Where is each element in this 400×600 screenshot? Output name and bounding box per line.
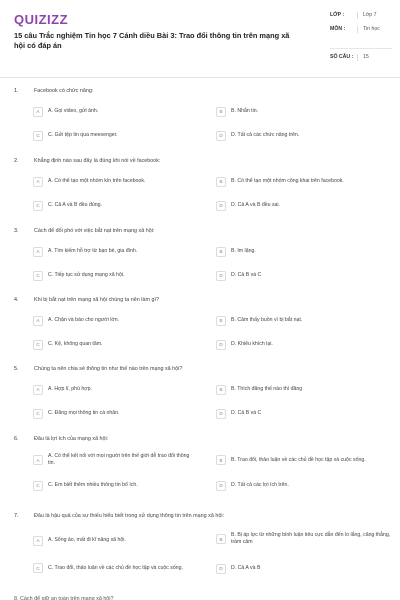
worksheet-header: [0, 0, 400, 78]
option-letter: C: [33, 340, 43, 350]
question-text: Chúng ta nên chia sẻ thông tin như thế nào trên mạng xã hội?: [34, 366, 183, 372]
option-letter: C: [33, 563, 43, 573]
next-question-cut: 8. Cách để giữ an toàn trên mạng xã hội?: [14, 596, 114, 600]
option-letter: D: [216, 131, 226, 141]
option-text: B. Bị áp lực từ những bình luận tiêu cực dẫn đến lo lắng, căng thẳng, trầm cảm: [231, 532, 391, 545]
question-header: [14, 158, 160, 164]
question-text: Đâu là hậu quả của sự thiếu hiểu biết trong sử dụng thông tin trên mạng xã hội:: [34, 513, 225, 519]
option-d[interactable]: [216, 479, 391, 492]
option-letter: A: [33, 177, 43, 187]
option-letter: C: [33, 481, 43, 491]
option-text: C. Đăng mọi thông tin cá nhân.: [48, 410, 120, 417]
meta-subject-row: [330, 26, 392, 48]
option-letter: A: [33, 385, 43, 395]
option-b[interactable]: [216, 452, 391, 468]
option-letter: D: [216, 201, 226, 211]
option-c[interactable]: [33, 129, 193, 142]
option-b[interactable]: [216, 531, 391, 547]
meta-count-value: 15: [357, 54, 392, 61]
option-d[interactable]: [216, 199, 391, 212]
option-text: C. Em biết thêm nhiều thông tin bổ ích.: [48, 482, 138, 489]
option-b[interactable]: [216, 105, 391, 118]
option-text: A. Có thể kết nối với mọi người trên thế giới dễ trao đổi thông tin.: [48, 453, 190, 466]
option-b[interactable]: [216, 175, 391, 188]
option-b[interactable]: [216, 245, 391, 258]
option-text: A. Sống ảo, mất đi kĩ năng xã hội.: [48, 537, 126, 544]
option-text: D. Cả B và C: [231, 410, 262, 417]
option-a[interactable]: [33, 175, 193, 188]
question-number: 1.: [14, 88, 19, 94]
option-c[interactable]: [33, 479, 193, 492]
option-d[interactable]: [216, 269, 391, 282]
option-text: A. Tìm kiếm hỗ trợ từ bạn bè, gia đình.: [48, 248, 138, 255]
option-text: D. Cả B và C: [231, 272, 262, 279]
option-c[interactable]: [33, 338, 193, 351]
option-text: C. Kệ, không quan tâm.: [48, 341, 103, 348]
option-text: C. Gửi tệp tin qua meesenger.: [48, 132, 118, 139]
option-text: C. Trao đổi, thảo luận về các chủ đề học tập và cuộc sống.: [48, 564, 183, 571]
option-d[interactable]: [216, 129, 391, 142]
option-text: D. Cả A và B đều sai.: [231, 202, 281, 209]
question-number: 6.: [14, 436, 19, 442]
question-text: Cách để đối phó với việc bắt nạt trên mạng xã hội:: [34, 228, 155, 234]
option-a[interactable]: [33, 314, 193, 327]
option-letter: B: [216, 455, 226, 465]
option-a[interactable]: [33, 534, 193, 547]
option-a[interactable]: [33, 105, 193, 118]
question-text: Facebook có chức năng:: [34, 88, 94, 94]
option-letter: B: [216, 247, 226, 257]
option-b[interactable]: [216, 383, 391, 396]
option-d[interactable]: [216, 407, 391, 420]
option-letter: C: [33, 409, 43, 419]
option-c[interactable]: [33, 407, 193, 420]
meta-class-value: Lớp 7: [357, 12, 392, 19]
option-a[interactable]: [33, 383, 193, 396]
option-d[interactable]: [216, 562, 391, 575]
meta-count-label: SỐ CÂU :: [330, 54, 354, 60]
option-letter: D: [216, 271, 226, 281]
option-text: D. Cả A và B: [231, 565, 261, 572]
question-text: Khẳng định nào sau đây là đúng khi nói về facebook:: [34, 158, 161, 164]
option-a[interactable]: [33, 245, 193, 258]
meta-subject-value: Tin học: [357, 26, 392, 33]
option-d[interactable]: [216, 338, 391, 351]
option-text: B. Có thể tạo một nhóm công khai trên facebook.: [231, 178, 344, 185]
meta-count-row: [330, 48, 392, 64]
option-text: B. Cảm thấy buồn vì bị bắt nạt.: [231, 317, 303, 324]
option-letter: B: [216, 385, 226, 395]
worksheet-title: 15 câu Trắc nghiệm Tin học 7 Cánh diều Bài 3: Trao đổi thông tin trên mạng xã hội có đáp án: [14, 31, 290, 50]
question-header: [14, 297, 159, 303]
option-letter: A: [33, 316, 43, 326]
option-text: D. Tất cả các chức năng trên.: [231, 132, 300, 139]
option-text: D. Tất cả các lợi ích trên.: [231, 482, 289, 489]
option-letter: D: [216, 340, 226, 350]
option-text: D. Khiêu khích lại.: [231, 341, 273, 348]
question-number: 5.: [14, 366, 19, 372]
option-c[interactable]: [33, 560, 193, 576]
option-letter: A: [33, 247, 43, 257]
option-letter: D: [216, 564, 226, 574]
question-header: [14, 513, 224, 519]
option-letter: B: [216, 316, 226, 326]
option-letter: A: [33, 455, 43, 465]
worksheet-meta: [330, 12, 392, 64]
option-text: C. Cả A và B đều đúng.: [48, 202, 102, 209]
option-letter: B: [216, 107, 226, 117]
option-text: A. Hợp lí, phù hợp.: [48, 386, 93, 393]
quizizz-logo[interactable]: QUIZIZZ: [14, 12, 69, 27]
option-letter: C: [33, 201, 43, 211]
option-letter: D: [216, 481, 226, 491]
option-letter: D: [216, 409, 226, 419]
option-letter: A: [33, 107, 43, 117]
meta-subject-label: MÔN :: [330, 26, 346, 32]
option-c[interactable]: [33, 199, 193, 212]
option-a[interactable]: [33, 452, 193, 468]
option-text: A. Chặn và báo cho người lớn.: [48, 317, 120, 324]
option-text: B. Thích đăng thế nào thì đăng: [231, 386, 303, 393]
question-number: 3.: [14, 228, 19, 234]
question-text: Khi bị bắt nạt trên mạng xã hội chúng ta nên làm gì?: [34, 297, 159, 303]
option-letter: C: [33, 271, 43, 281]
option-text: B. Trao đổi, thảo luận về các chủ đề học tập và cuộc sống.: [231, 456, 366, 463]
option-text: A. Gọi video, gửi ảnh.: [48, 108, 99, 115]
question-number: 4.: [14, 297, 19, 303]
option-c[interactable]: [33, 269, 193, 282]
option-text: C. Tiếp tục sử dụng mạng xã hội.: [48, 272, 125, 279]
question-text: Đâu là lợi ích của mạng xã hội:: [34, 436, 109, 442]
option-letter: B: [216, 534, 226, 544]
option-letter: C: [33, 131, 43, 141]
question-header: [14, 88, 93, 94]
question-header: [14, 366, 182, 372]
option-text: B. Im lặng.: [231, 248, 256, 255]
option-text: B. Nhắn tin.: [231, 108, 259, 115]
option-letter: B: [216, 177, 226, 187]
option-text: A. Có thể tạo một nhóm kín trên facebook.: [48, 178, 146, 185]
question-number: 7.: [14, 513, 19, 519]
question-number: 2.: [14, 158, 19, 164]
meta-class-row: [330, 12, 392, 26]
option-b[interactable]: [216, 314, 391, 327]
question-header: [14, 228, 154, 234]
question-header: [14, 436, 108, 442]
option-letter: A: [33, 536, 43, 546]
meta-class-label: LỚP :: [330, 12, 345, 18]
